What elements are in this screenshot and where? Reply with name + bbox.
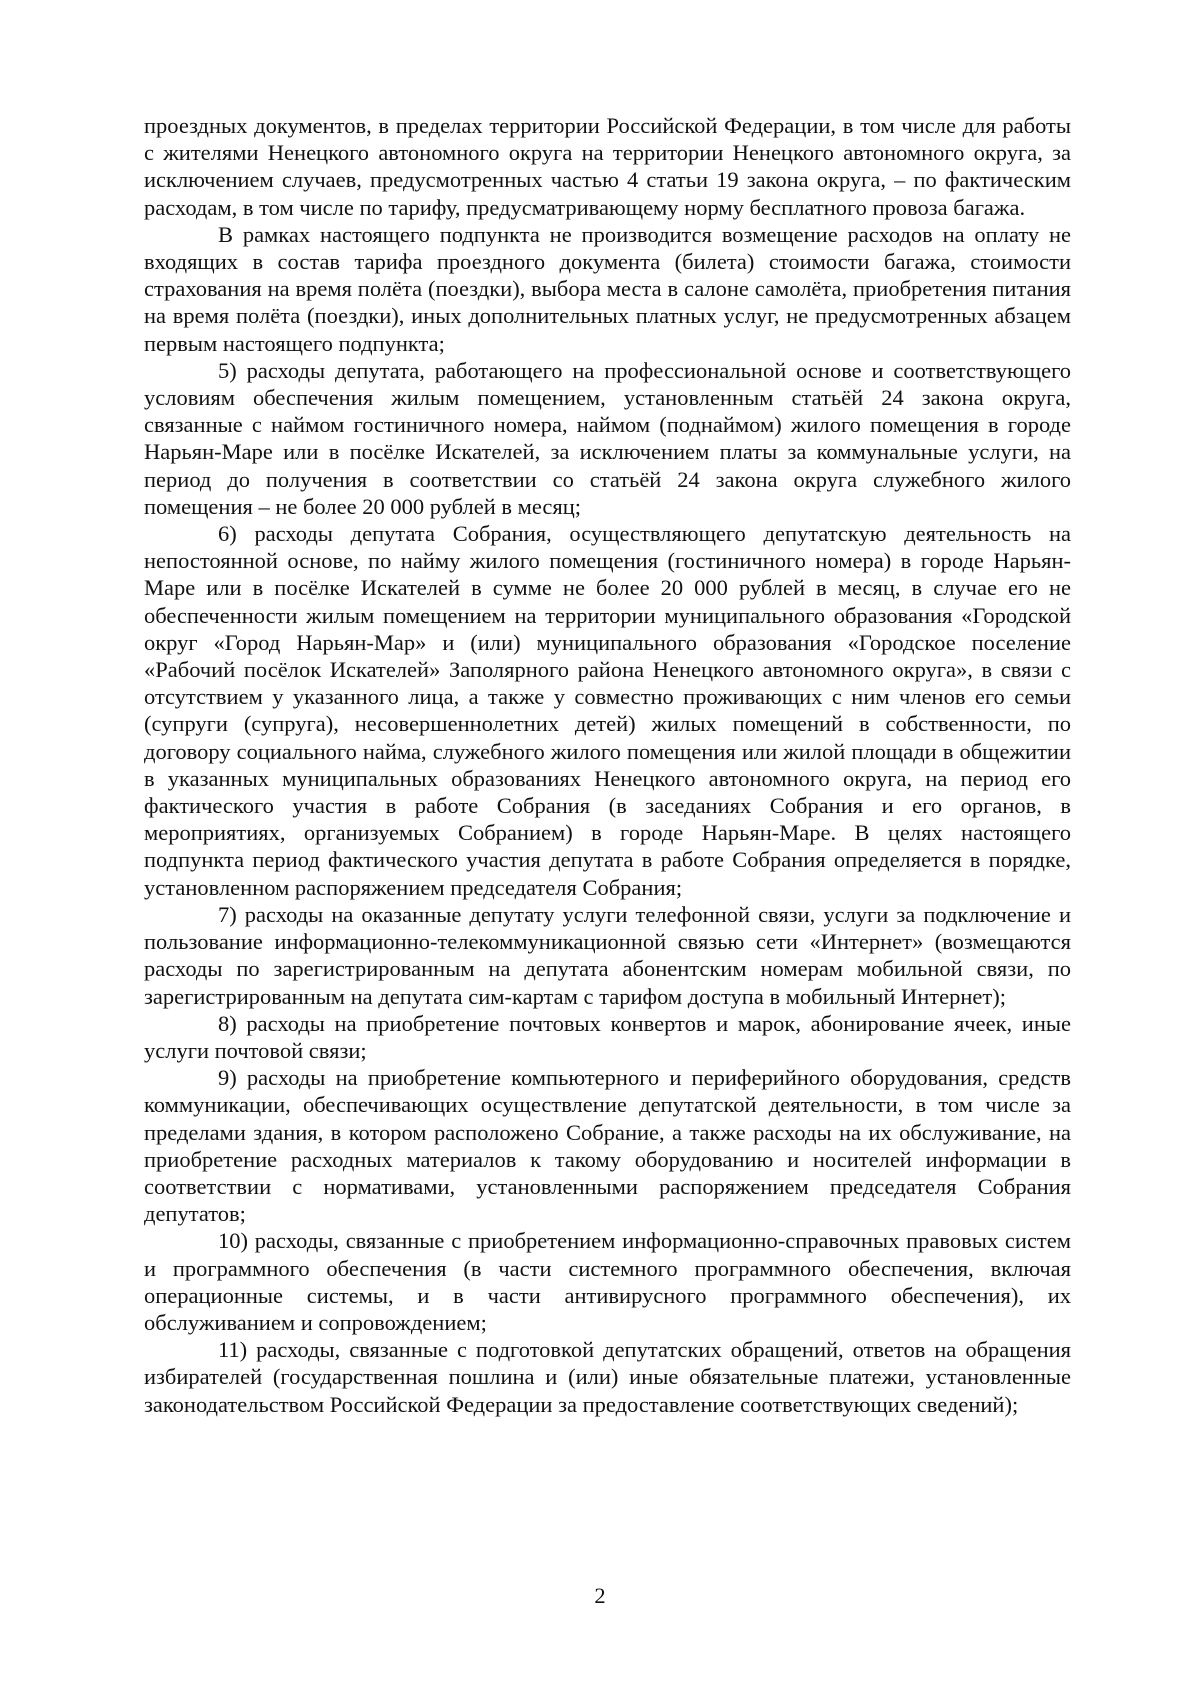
paragraph-continuation: проездных документов, в пределах территории Российской Федерации, в том числе для работы с жителями Ненецкого автономного округа на территории Ненецкого автономного округа, за исключением случаев, предусмотренных частью 4 статьи 19 закона округа, – по фактическим расходам, в том числе по тарифу, предусматривающему норму бесплатного провоза багажа. [144,113,1071,220]
paragraph-item-9: 9) расходы на приобретение компьютерного и периферийного оборудования, средств коммуникации, обеспечивающих осуществление депутатской деятельности, в том числе за пределами здания, в котором расположено Собрание, а также расходы на их обслуживание, на приобретение расходных материалов к такому оборудованию и носителей информации в соответствии с нормативами, установленными распоряжением председателя Собрания депутатов; [144,1065,1071,1227]
paragraph-item-10: 10) расходы, связанные с приобретением информационно-справочных правовых систем и программного обеспечения (в части системного программного обеспечения, включая операционные системы, и в части антивирусного программного обеспечения), их обслуживанием и сопровождением; [144,1228,1071,1335]
paragraph-item-7: 7) расходы на оказанные депутату услуги телефонной связи, услуги за подключение и пользование информационно-телекоммуникационной связью сети «Интернет» (возмещаются расходы по зарегистрированным на депутата абонентским номерам мобильной связи, по зарегистрированным на депутата сим-картам с тарифом доступа в мобильный Интернет); [144,901,1071,1009]
paragraph-item-5: 5) расходы депутата, работающего на профессиональной основе и соответствующего условиям обеспечения жилым помещением, установленным статьёй 24 закона округа, связанные с наймом гостиничного номера, наймом (поднаймом) жилого помещения в городе Нарьян-Маре или в посёлке Искателей, за исключением платы за коммунальные услуги, на период до получения в соответствии со статьёй 24 закона округа служебного жилого помещения – не более 20 000 рублей в месяц; [144,357,1071,519]
paragraph-item-6: 6) расходы депутата Собрания, осуществляющего депутатскую деятельность на непостоянной основе, по найму жилого помещения (гостиничного номера) в городе Нарьян-Маре или в посёлке Искателей в сумме не более 20 000 рублей в месяц, в случае его не обеспеченности жилым помещением на территории муниципального образования «Городской округ «Город Нарьян-Мар» и (или) муниципального образования «Городское поселение «Рабочий посёлок Искателей» Заполярного района Ненецкого автономного округа», в связи с отсутствием у указанного лица, а также у совместно проживающих с ним членов его семьи (супруги (супруга), несовершеннолетних детей) жилых помещений в собственности, по договору социального найма, служебного жилого помещения или жилой площади в общежитии в указанных муниципальных образованиях Ненецкого автономного округа, на период его фактического участия в работе Собрания (в заседаниях Собрания и его органов, в мероприятиях, организуемых Собранием) в городе Нарьян-Маре. В целях настоящего подпункта период фактического участия депутата в работе Собрания определяется в порядке, установленном распоряжением председателя Собрания; [144,521,1071,900]
page-number: 2 [594,1583,606,1608]
paragraph-item-11: 11) расходы, связанные с подготовкой депутатских обращений, ответов на обращения избирателей (государственная пошлина и (или) иные обязательные платежи, установленные законодательством Российской Федерации за предоставление соответствующих сведений); [144,1337,1071,1417]
paragraph-clarification: В рамках настоящего подпункта не производится возмещение расходов на оплату не входящих в состав тарифа проездного документа (билета) стоимости багажа, стоимости страхования на время полёта (поездки), выбора места в салоне самолёта, приобретения питания на время полёта (поездки), иных дополнительных платных услуг, не предусмотренных абзацем первым настоящего подпункта; [144,221,1071,356]
document-body [144,112,1071,1418]
paragraph-item-8: 8) расходы на приобретение почтовых конвертов и марок, абонирование ячеек, иные услуги почтовой связи; [144,1010,1071,1063]
